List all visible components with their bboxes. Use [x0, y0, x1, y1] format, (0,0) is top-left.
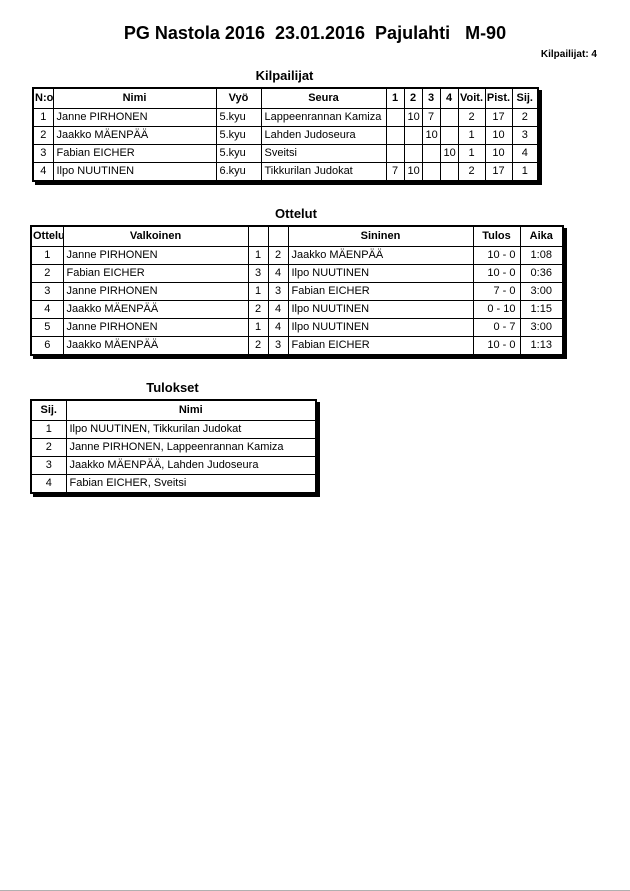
col-header-3: 3	[422, 88, 440, 109]
cell-score-3	[422, 162, 440, 181]
cell-nimi: Janne PIRHONEN	[53, 108, 216, 126]
cell-match-no: 3	[31, 282, 63, 300]
cell-blue-name: Ilpo NUUTINEN	[288, 318, 473, 336]
cell-score-1	[386, 108, 404, 126]
col-header-voit: Voit.	[458, 88, 485, 109]
col-header-ottelu: Ottelu	[31, 226, 63, 247]
cell-white-num: 2	[248, 336, 268, 355]
col-header-1: 1	[386, 88, 404, 109]
cell-score-4	[440, 108, 458, 126]
cell-blue-num: 4	[268, 300, 288, 318]
cell-result: 10 - 0	[473, 264, 520, 282]
kilpailijat-header-row	[33, 88, 538, 109]
cell-score-1	[386, 144, 404, 162]
cell-blue-name: Ilpo NUUTINEN	[288, 264, 473, 282]
cell-white-name: Janne PIRHONEN	[63, 318, 248, 336]
cell-voit: 1	[458, 126, 485, 144]
cell-name-club: Ilpo NUUTINEN, Tikkurilan Judokat	[66, 420, 316, 438]
match-row	[31, 336, 563, 355]
tournament-title: PG Nastola 2016 23.01.2016 Pajulahti M-90	[123, 23, 507, 43]
cell-result: 7 - 0	[473, 282, 520, 300]
cell-blue-num: 4	[268, 264, 288, 282]
cell-pist: 17	[485, 162, 512, 181]
col-header-4: 4	[440, 88, 458, 109]
cell-white-name: Janne PIRHONEN	[63, 246, 248, 264]
cell-name-club: Janne PIRHONEN, Lappeenrannan Kamiza	[66, 438, 316, 456]
cell-no: 4	[33, 162, 53, 181]
cell-result: 10 - 0	[473, 336, 520, 355]
cell-seura: Sveitsi	[261, 144, 386, 162]
cell-result: 0 - 10	[473, 300, 520, 318]
competitor-row	[33, 126, 538, 144]
col-header-vyo: Vyö	[216, 88, 261, 109]
cell-pist: 17	[485, 108, 512, 126]
col-header-tulos: Tulos	[473, 226, 520, 247]
tulokset-header-row	[31, 400, 316, 421]
cell-blue-num: 3	[268, 336, 288, 355]
cell-vyo: 6.kyu	[216, 162, 261, 181]
cell-place: 3	[31, 456, 66, 474]
cell-match-no: 6	[31, 336, 63, 355]
ottelut-header-row	[31, 226, 563, 247]
cell-vyo: 5.kyu	[216, 108, 261, 126]
col-header-pist: Pist.	[485, 88, 512, 109]
cell-no: 2	[33, 126, 53, 144]
cell-voit: 1	[458, 144, 485, 162]
cell-pist: 10	[485, 144, 512, 162]
cell-sij: 4	[512, 144, 538, 162]
cell-nimi: Fabian EICHER	[53, 144, 216, 162]
cell-result: 0 - 7	[473, 318, 520, 336]
cell-white-name: Jaakko MÄENPÄÄ	[63, 336, 248, 355]
cell-seura: Tikkurilan Judokat	[261, 162, 386, 181]
match-row	[31, 246, 563, 264]
cell-white-num: 3	[248, 264, 268, 282]
cell-match-no: 5	[31, 318, 63, 336]
kilpailijat-table	[32, 87, 539, 182]
col-header-aika: Aika	[520, 226, 563, 247]
cell-voit: 2	[458, 108, 485, 126]
cell-sij: 3	[512, 126, 538, 144]
cell-result: 10 - 0	[473, 246, 520, 264]
cell-match-no: 1	[31, 246, 63, 264]
cell-blue-name: Ilpo NUUTINEN	[288, 300, 473, 318]
cell-time: 0:36	[520, 264, 563, 282]
cell-white-name: Janne PIRHONEN	[63, 282, 248, 300]
cell-score-3: 10	[422, 126, 440, 144]
cell-match-no: 2	[31, 264, 63, 282]
cell-blue-name: Fabian EICHER	[288, 336, 473, 355]
col-header-sij: Sij.	[512, 88, 538, 109]
match-row	[31, 264, 563, 282]
cell-name-club: Jaakko MÄENPÄÄ, Lahden Judoseura	[66, 456, 316, 474]
cell-nimi: Ilpo NUUTINEN	[53, 162, 216, 181]
ottelut-heading: Ottelut	[275, 205, 317, 221]
col-header-no: N:o	[33, 88, 53, 109]
competitor-count: Kilpailijat: 4	[540, 48, 597, 60]
result-row	[31, 438, 316, 456]
match-row	[31, 300, 563, 318]
tulokset-heading: Tulokset	[146, 379, 199, 395]
cell-white-num: 1	[248, 318, 268, 336]
cell-blue-num: 3	[268, 282, 288, 300]
cell-white-num: 1	[248, 246, 268, 264]
result-row	[31, 474, 316, 493]
col-header-nimi: Nimi	[66, 400, 316, 421]
cell-vyo: 5.kyu	[216, 126, 261, 144]
cell-no: 3	[33, 144, 53, 162]
cell-sij: 1	[512, 162, 538, 181]
cell-white-name: Fabian EICHER	[63, 264, 248, 282]
cell-place: 4	[31, 474, 66, 493]
match-row	[31, 282, 563, 300]
cell-time: 1:08	[520, 246, 563, 264]
cell-score-4	[440, 126, 458, 144]
col-header-sininen: Sininen	[288, 226, 473, 247]
kilpailijat-heading: Kilpailijat	[255, 67, 314, 83]
cell-blue-name: Jaakko MÄENPÄÄ	[288, 246, 473, 264]
col-header-nimi: Nimi	[53, 88, 216, 109]
cell-score-2	[404, 126, 422, 144]
col-header-white-num	[248, 226, 268, 247]
cell-score-3: 7	[422, 108, 440, 126]
col-header-2: 2	[404, 88, 422, 109]
col-header-seura: Seura	[261, 88, 386, 109]
cell-blue-num: 4	[268, 318, 288, 336]
competitor-row	[33, 162, 538, 181]
col-header-sij: Sij.	[31, 400, 66, 421]
cell-voit: 2	[458, 162, 485, 181]
result-row	[31, 456, 316, 474]
cell-white-name: Jaakko MÄENPÄÄ	[63, 300, 248, 318]
cell-sij: 2	[512, 108, 538, 126]
result-row	[31, 420, 316, 438]
col-header-blue-num	[268, 226, 288, 247]
cell-score-3	[422, 144, 440, 162]
cell-blue-name: Fabian EICHER	[288, 282, 473, 300]
cell-score-2	[404, 144, 422, 162]
cell-place: 1	[31, 420, 66, 438]
cell-score-2: 10	[404, 162, 422, 181]
cell-place: 2	[31, 438, 66, 456]
cell-match-no: 4	[31, 300, 63, 318]
cell-score-4	[440, 162, 458, 181]
cell-pist: 10	[485, 126, 512, 144]
cell-score-1: 7	[386, 162, 404, 181]
tulokset-table	[30, 399, 317, 494]
cell-name-club: Fabian EICHER, Sveitsi	[66, 474, 316, 493]
competitor-row	[33, 144, 538, 162]
cell-nimi: Jaakko MÄENPÄÄ	[53, 126, 216, 144]
cell-no: 1	[33, 108, 53, 126]
cell-white-num: 1	[248, 282, 268, 300]
match-row	[31, 318, 563, 336]
cell-score-2: 10	[404, 108, 422, 126]
cell-score-1	[386, 126, 404, 144]
cell-white-num: 2	[248, 300, 268, 318]
cell-seura: Lahden Judoseura	[261, 126, 386, 144]
cell-score-4: 10	[440, 144, 458, 162]
cell-time: 1:15	[520, 300, 563, 318]
competitor-row	[33, 108, 538, 126]
col-header-valkoinen: Valkoinen	[63, 226, 248, 247]
cell-time: 3:00	[520, 282, 563, 300]
ottelut-table	[30, 225, 564, 356]
cell-seura: Lappeenrannan Kamiza	[261, 108, 386, 126]
cell-vyo: 5.kyu	[216, 144, 261, 162]
cell-time: 3:00	[520, 318, 563, 336]
cell-time: 1:13	[520, 336, 563, 355]
cell-blue-num: 2	[268, 246, 288, 264]
